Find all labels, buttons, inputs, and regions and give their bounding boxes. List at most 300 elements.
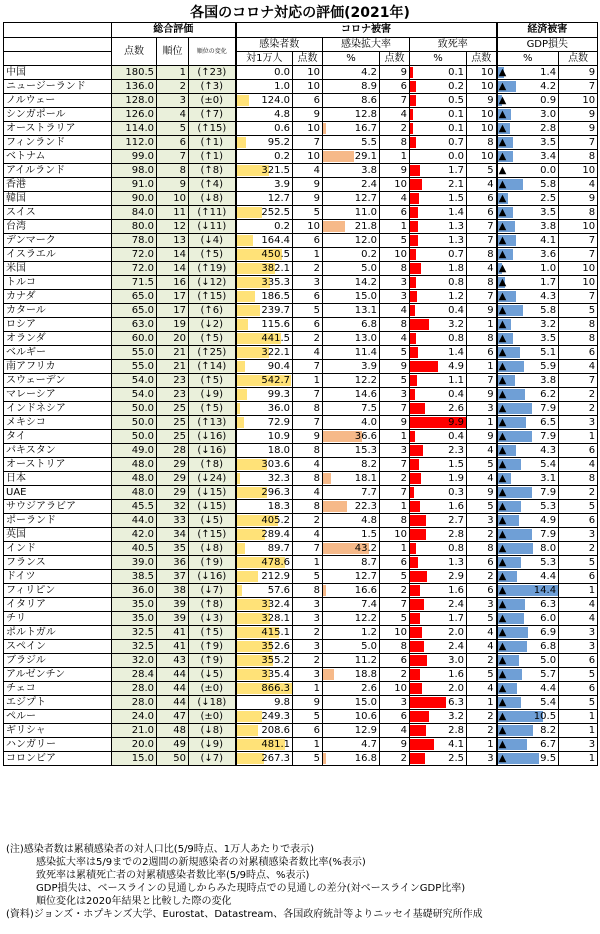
rank-change: (↑15) <box>189 122 236 136</box>
country-name: カタール <box>4 304 112 318</box>
fatality-points: 3 <box>467 514 497 528</box>
expansion-points: 7 <box>380 458 410 472</box>
gdp-points: 7 <box>559 248 598 262</box>
expansion-points: 2 <box>380 472 410 486</box>
expansion-cell <box>323 94 380 108</box>
infection-points: 1 <box>293 374 323 388</box>
gdp-loss-cell <box>497 80 559 94</box>
total-score: 32.0 <box>112 654 157 668</box>
header-juni: 順位 <box>157 38 189 66</box>
gdp-loss-cell <box>497 430 559 444</box>
fatality-cell <box>410 752 467 766</box>
infection-points: 3 <box>293 598 323 612</box>
expansion-points: 4 <box>380 724 410 738</box>
country-name: 南アフリカ <box>4 360 112 374</box>
rank: 23 <box>157 388 189 402</box>
gdp-loss-value: 3.0 <box>540 108 557 120</box>
gdp-loss-cell <box>497 108 559 122</box>
expansion-cell <box>323 164 380 178</box>
country-name: 台湾 <box>4 220 112 234</box>
gdp-loss-value: 5.8 <box>540 178 557 190</box>
minus-triangle-icon: ▲ <box>498 179 507 190</box>
fatality-cell <box>410 710 467 724</box>
total-score: 78.0 <box>112 234 157 248</box>
gdp-loss-cell <box>497 724 559 738</box>
rank-change: (↓2) <box>189 318 236 332</box>
country-name: サウジアラビア <box>4 500 112 514</box>
country-name: 香港 <box>4 178 112 192</box>
fatality-points: 1 <box>467 738 497 752</box>
infection-bar <box>237 235 254 246</box>
fatality-points: 8 <box>467 332 497 346</box>
total-score: 28.0 <box>112 682 157 696</box>
gdp-loss-cell <box>497 598 559 612</box>
table-row <box>4 304 598 318</box>
expansion-value: 12.7 <box>354 192 378 204</box>
expansion-cell <box>323 486 380 500</box>
fatality-points: 8 <box>467 542 497 556</box>
infection-cell <box>236 374 293 388</box>
total-score: 28.4 <box>112 668 157 682</box>
gdp-loss-value: 4.9 <box>540 514 557 526</box>
fatality-points: 6 <box>467 206 497 220</box>
infection-cell <box>236 178 293 192</box>
total-score: 91.0 <box>112 178 157 192</box>
gdp-loss-cell <box>497 654 559 668</box>
infection-value: 36.0 <box>267 402 291 414</box>
gdp-points: 7 <box>559 290 598 304</box>
minus-triangle-icon: ▲ <box>498 571 507 582</box>
infection-cell <box>236 192 293 206</box>
infection-cell <box>236 682 293 696</box>
gdp-loss-cell <box>497 542 559 556</box>
gdp-loss-cell <box>497 150 559 164</box>
fatality-bar <box>410 697 446 708</box>
expansion-value: 14.2 <box>354 276 378 288</box>
total-score: 40.5 <box>112 542 157 556</box>
infection-value: 18.3 <box>267 500 291 512</box>
rank: 25 <box>157 430 189 444</box>
infection-cell <box>236 136 293 150</box>
fatality-points: 10 <box>467 66 497 80</box>
expansion-value: 1.5 <box>361 528 378 540</box>
infection-cell <box>236 458 293 472</box>
country-name: デンマーク <box>4 234 112 248</box>
infection-points: 9 <box>293 430 323 444</box>
infection-cell <box>236 486 293 500</box>
rank-change: (↑11) <box>189 206 236 220</box>
gdp-loss-value: 7.9 <box>540 486 557 498</box>
infection-points: 6 <box>293 724 323 738</box>
fatality-cell <box>410 416 467 430</box>
expansion-cell <box>323 332 380 346</box>
header-juni-henka: 順位の変化 <box>189 38 236 66</box>
country-name: メキシコ <box>4 416 112 430</box>
country-name: イタリア <box>4 598 112 612</box>
expansion-points: 3 <box>380 696 410 710</box>
fatality-value: 2.7 <box>448 514 465 526</box>
minus-triangle-icon: ▲ <box>498 249 507 260</box>
rank: 32 <box>157 500 189 514</box>
rank-change: (↓16) <box>189 444 236 458</box>
gdp-loss-value: 10.5 <box>533 710 557 722</box>
fatality-bar <box>410 333 416 344</box>
minus-triangle-icon: ▲ <box>498 123 507 134</box>
fatality-value: 4.1 <box>448 738 465 750</box>
fatality-cell <box>410 164 467 178</box>
rank: 14 <box>157 248 189 262</box>
infection-cell <box>236 710 293 724</box>
expansion-cell <box>323 472 380 486</box>
rank: 21 <box>157 346 189 360</box>
expansion-value: 11.2 <box>354 654 378 666</box>
minus-triangle-icon: ▲ <box>498 557 507 568</box>
gdp-loss-cell <box>497 178 559 192</box>
fatality-points: 1 <box>467 696 497 710</box>
expansion-points: 7 <box>380 94 410 108</box>
fatality-points: 4 <box>467 472 497 486</box>
gdp-loss-cell <box>497 122 559 136</box>
fatality-points: 7 <box>467 234 497 248</box>
total-score: 54.0 <box>112 374 157 388</box>
gdp-loss-value: 3.8 <box>540 374 557 386</box>
fatality-bar <box>410 641 424 652</box>
rank: 43 <box>157 654 189 668</box>
total-score: 90.0 <box>112 192 157 206</box>
rank: 29 <box>157 472 189 486</box>
fatality-points: 4 <box>467 444 497 458</box>
gdp-points: 3 <box>559 416 598 430</box>
infection-cell <box>236 626 293 640</box>
fatality-bar <box>410 123 413 134</box>
expansion-cell <box>323 220 380 234</box>
country-name: スペイン <box>4 640 112 654</box>
infection-cell <box>236 402 293 416</box>
expansion-bar <box>323 585 326 596</box>
expansion-value: 4.2 <box>361 66 378 78</box>
fatality-bar <box>410 81 416 92</box>
rank-change: (↑7) <box>189 108 236 122</box>
infection-points: 5 <box>293 206 323 220</box>
gdp-loss-value: 6.7 <box>540 738 557 750</box>
minus-triangle-icon: ▲ <box>498 347 507 358</box>
fatality-bar <box>410 655 427 666</box>
country-name: オーストリア <box>4 458 112 472</box>
gdp-points: 5 <box>559 500 598 514</box>
rank: 17 <box>157 304 189 318</box>
fatality-value: 0.8 <box>448 276 465 288</box>
expansion-points: 5 <box>380 234 410 248</box>
infection-bar <box>237 585 243 596</box>
country-name: ハンガリー <box>4 738 112 752</box>
infection-value: 0.6 <box>274 122 291 134</box>
country-name: カナダ <box>4 290 112 304</box>
table-row <box>4 738 598 752</box>
gdp-loss-value: 5.3 <box>540 556 557 568</box>
expansion-cell <box>323 178 380 192</box>
gdp-points: 2 <box>559 542 598 556</box>
infection-cell <box>236 542 293 556</box>
gdp-loss-cell <box>497 388 559 402</box>
rank-change: (↑8) <box>189 458 236 472</box>
expansion-points: 1 <box>380 430 410 444</box>
gdp-loss-cell <box>497 626 559 640</box>
fatality-cell <box>410 738 467 752</box>
expansion-value: 11.4 <box>354 346 378 358</box>
gdp-points: 9 <box>559 122 598 136</box>
rank: 41 <box>157 626 189 640</box>
infection-value: 186.5 <box>261 290 291 302</box>
minus-triangle-icon: ▲ <box>498 137 507 148</box>
total-score: 50.0 <box>112 416 157 430</box>
gdp-loss-value: 8.2 <box>540 724 557 736</box>
total-score: 20.0 <box>112 738 157 752</box>
expansion-value: 5.0 <box>361 640 378 652</box>
table-row <box>4 430 598 444</box>
expansion-value: 7.7 <box>361 486 378 498</box>
infection-cell <box>236 276 293 290</box>
gdp-loss-value: 6.2 <box>540 388 557 400</box>
gdp-loss-cell <box>497 738 559 752</box>
fatality-bar <box>410 431 414 442</box>
rank: 10 <box>157 192 189 206</box>
fatality-value: 1.5 <box>448 458 465 470</box>
infection-points: 2 <box>293 262 323 276</box>
fatality-bar <box>410 347 418 358</box>
country-name: スウェーデン <box>4 374 112 388</box>
fatality-points: 10 <box>467 122 497 136</box>
total-score: 55.0 <box>112 360 157 374</box>
fatality-points: 4 <box>467 682 497 696</box>
infection-value: 0.2 <box>274 150 291 162</box>
fatality-points: 2 <box>467 528 497 542</box>
expansion-points: 2 <box>380 122 410 136</box>
gdp-loss-value: 2.5 <box>540 192 557 204</box>
total-score: 84.0 <box>112 206 157 220</box>
country-name: アイルランド <box>4 164 112 178</box>
gdp-loss-value: 3.4 <box>540 150 557 162</box>
infection-value: 267.3 <box>261 752 291 764</box>
infection-value: 89.7 <box>267 542 291 554</box>
rank: 37 <box>157 570 189 584</box>
infection-points: 5 <box>293 304 323 318</box>
infection-points: 8 <box>293 444 323 458</box>
infection-points: 10 <box>293 122 323 136</box>
minus-triangle-icon: ▲ <box>498 585 507 596</box>
infection-bar <box>237 543 246 554</box>
expansion-cell <box>323 290 380 304</box>
gdp-loss-value: 9.5 <box>540 752 557 764</box>
rank-change: (↓7) <box>189 752 236 766</box>
expansion-bar <box>323 151 354 162</box>
fatality-bar <box>410 109 413 120</box>
expansion-bar <box>323 221 345 232</box>
rank: 13 <box>157 234 189 248</box>
gdp-points: 10 <box>559 220 598 234</box>
expansion-cell <box>323 682 380 696</box>
country-name: フランス <box>4 556 112 570</box>
expansion-points: 6 <box>380 710 410 724</box>
infection-value: 332.4 <box>261 598 291 610</box>
fatality-bar <box>410 669 420 680</box>
minus-triangle-icon: ▲ <box>498 725 507 736</box>
gdp-loss-cell <box>497 220 559 234</box>
gdp-points: 8 <box>559 150 598 164</box>
gdp-loss-value: 5.4 <box>540 696 557 708</box>
gdp-points: 7 <box>559 136 598 150</box>
rank: 34 <box>157 528 189 542</box>
infection-value: 405.2 <box>261 514 291 526</box>
infection-value: 115.6 <box>261 318 291 330</box>
fatality-value: 1.3 <box>448 556 465 568</box>
fatality-cell <box>410 332 467 346</box>
fatality-points: 8 <box>467 248 497 262</box>
fatality-cell <box>410 430 467 444</box>
gdp-points: 6 <box>559 570 598 584</box>
infection-value: 99.3 <box>267 388 291 400</box>
expansion-points: 4 <box>380 108 410 122</box>
header-keizai: 経済被害 <box>497 23 598 38</box>
expansion-value: 0.2 <box>361 248 378 260</box>
fatality-value: 0.4 <box>448 388 465 400</box>
rank-change: (↑5) <box>189 626 236 640</box>
expansion-points: 9 <box>380 66 410 80</box>
infection-points: 7 <box>293 416 323 430</box>
infection-value: 322.1 <box>261 346 291 358</box>
rank-change: (↑4) <box>189 178 236 192</box>
gdp-loss-cell <box>497 248 559 262</box>
minus-triangle-icon: ▲ <box>498 487 507 498</box>
country-name: 日本 <box>4 472 112 486</box>
expansion-cell <box>323 542 380 556</box>
fatality-points: 4 <box>467 178 497 192</box>
notes <box>6 843 596 921</box>
header-blank <box>4 23 112 38</box>
gdp-loss-cell <box>497 304 559 318</box>
infection-points: 9 <box>293 192 323 206</box>
fatality-value: 1.7 <box>448 612 465 624</box>
table-row <box>4 192 598 206</box>
gdp-points: 1 <box>559 752 598 766</box>
header-tensu3: 点数 <box>380 52 410 66</box>
gdp-loss-value: 1.0 <box>540 262 557 274</box>
total-score: 21.0 <box>112 724 157 738</box>
minus-triangle-icon: ▲ <box>498 417 507 428</box>
expansion-points: 5 <box>380 570 410 584</box>
gdp-points: 10 <box>559 94 598 108</box>
expansion-value: 12.7 <box>354 570 378 582</box>
fatality-cell <box>410 94 467 108</box>
fatality-value: 2.3 <box>448 444 465 456</box>
country-name: 中国 <box>4 66 112 80</box>
infection-cell <box>236 262 293 276</box>
infection-cell <box>236 80 293 94</box>
minus-triangle-icon: ▲ <box>498 529 507 540</box>
rank: 4 <box>157 108 189 122</box>
infection-value: 481.1 <box>261 738 291 750</box>
gdp-loss-value: 3.2 <box>540 318 557 330</box>
infection-cell <box>236 430 293 444</box>
expansion-cell <box>323 528 380 542</box>
expansion-cell <box>323 234 380 248</box>
minus-triangle-icon: ▲ <box>498 263 507 274</box>
fatality-value: 0.5 <box>448 94 465 106</box>
infection-bar <box>237 389 247 400</box>
gdp-points: 9 <box>559 66 598 80</box>
expansion-value: 12.2 <box>354 374 378 386</box>
infection-points: 10 <box>293 150 323 164</box>
infection-cell <box>236 66 293 80</box>
header-pct: % <box>323 52 380 66</box>
expansion-value: 16.8 <box>354 752 378 764</box>
gdp-loss-cell <box>497 234 559 248</box>
infection-cell <box>236 654 293 668</box>
rank-change: (↓8) <box>189 192 236 206</box>
gdp-loss-value: 1.4 <box>540 66 557 78</box>
total-score: 72.0 <box>112 262 157 276</box>
fatality-value: 2.0 <box>448 682 465 694</box>
rank: 41 <box>157 640 189 654</box>
expansion-cell <box>323 402 380 416</box>
gdp-loss-cell <box>497 332 559 346</box>
fatality-value: 2.8 <box>448 528 465 540</box>
fatality-value: 0.3 <box>448 486 465 498</box>
infection-value: 289.4 <box>261 528 291 540</box>
gdp-loss-cell <box>497 752 559 766</box>
total-score: 49.0 <box>112 444 157 458</box>
total-score: 38.5 <box>112 570 157 584</box>
gdp-points: 9 <box>559 108 598 122</box>
country-name: ノルウェー <box>4 94 112 108</box>
infection-value: 3.9 <box>274 178 291 190</box>
infection-points: 10 <box>293 80 323 94</box>
minus-triangle-icon: ▲ <box>498 305 507 316</box>
expansion-value: 6.8 <box>361 318 378 330</box>
fatality-value: 1.8 <box>448 262 465 274</box>
minus-triangle-icon: ▲ <box>498 627 507 638</box>
country-name: アルゼンチン <box>4 668 112 682</box>
table-row <box>4 276 598 290</box>
minus-triangle-icon: ▲ <box>498 599 507 610</box>
fatality-cell <box>410 696 467 710</box>
expansion-points: 8 <box>380 318 410 332</box>
infection-value: 212.9 <box>261 570 291 582</box>
infection-value: 335.4 <box>261 668 291 680</box>
infection-value: 321.5 <box>261 164 291 176</box>
expansion-points: 5 <box>380 346 410 360</box>
table-row <box>4 94 598 108</box>
rank: 50 <box>157 752 189 766</box>
infection-value: 249.3 <box>261 710 291 722</box>
gdp-points: 4 <box>559 458 598 472</box>
infection-points: 10 <box>293 220 323 234</box>
country-name: 韓国 <box>4 192 112 206</box>
expansion-value: 8.2 <box>361 458 378 470</box>
header-tensu5: 点数 <box>559 52 598 66</box>
infection-cell <box>236 556 293 570</box>
fatality-cell <box>410 556 467 570</box>
gdp-loss-cell <box>497 94 559 108</box>
expansion-value: 5.0 <box>361 262 378 274</box>
expansion-value: 2.6 <box>361 682 378 694</box>
infection-points: 9 <box>293 108 323 122</box>
expansion-value: 12.8 <box>354 108 378 120</box>
rank: 5 <box>157 122 189 136</box>
expansion-points: 9 <box>380 164 410 178</box>
fatality-bar <box>410 571 427 582</box>
infection-cell <box>236 388 293 402</box>
infection-cell <box>236 122 293 136</box>
